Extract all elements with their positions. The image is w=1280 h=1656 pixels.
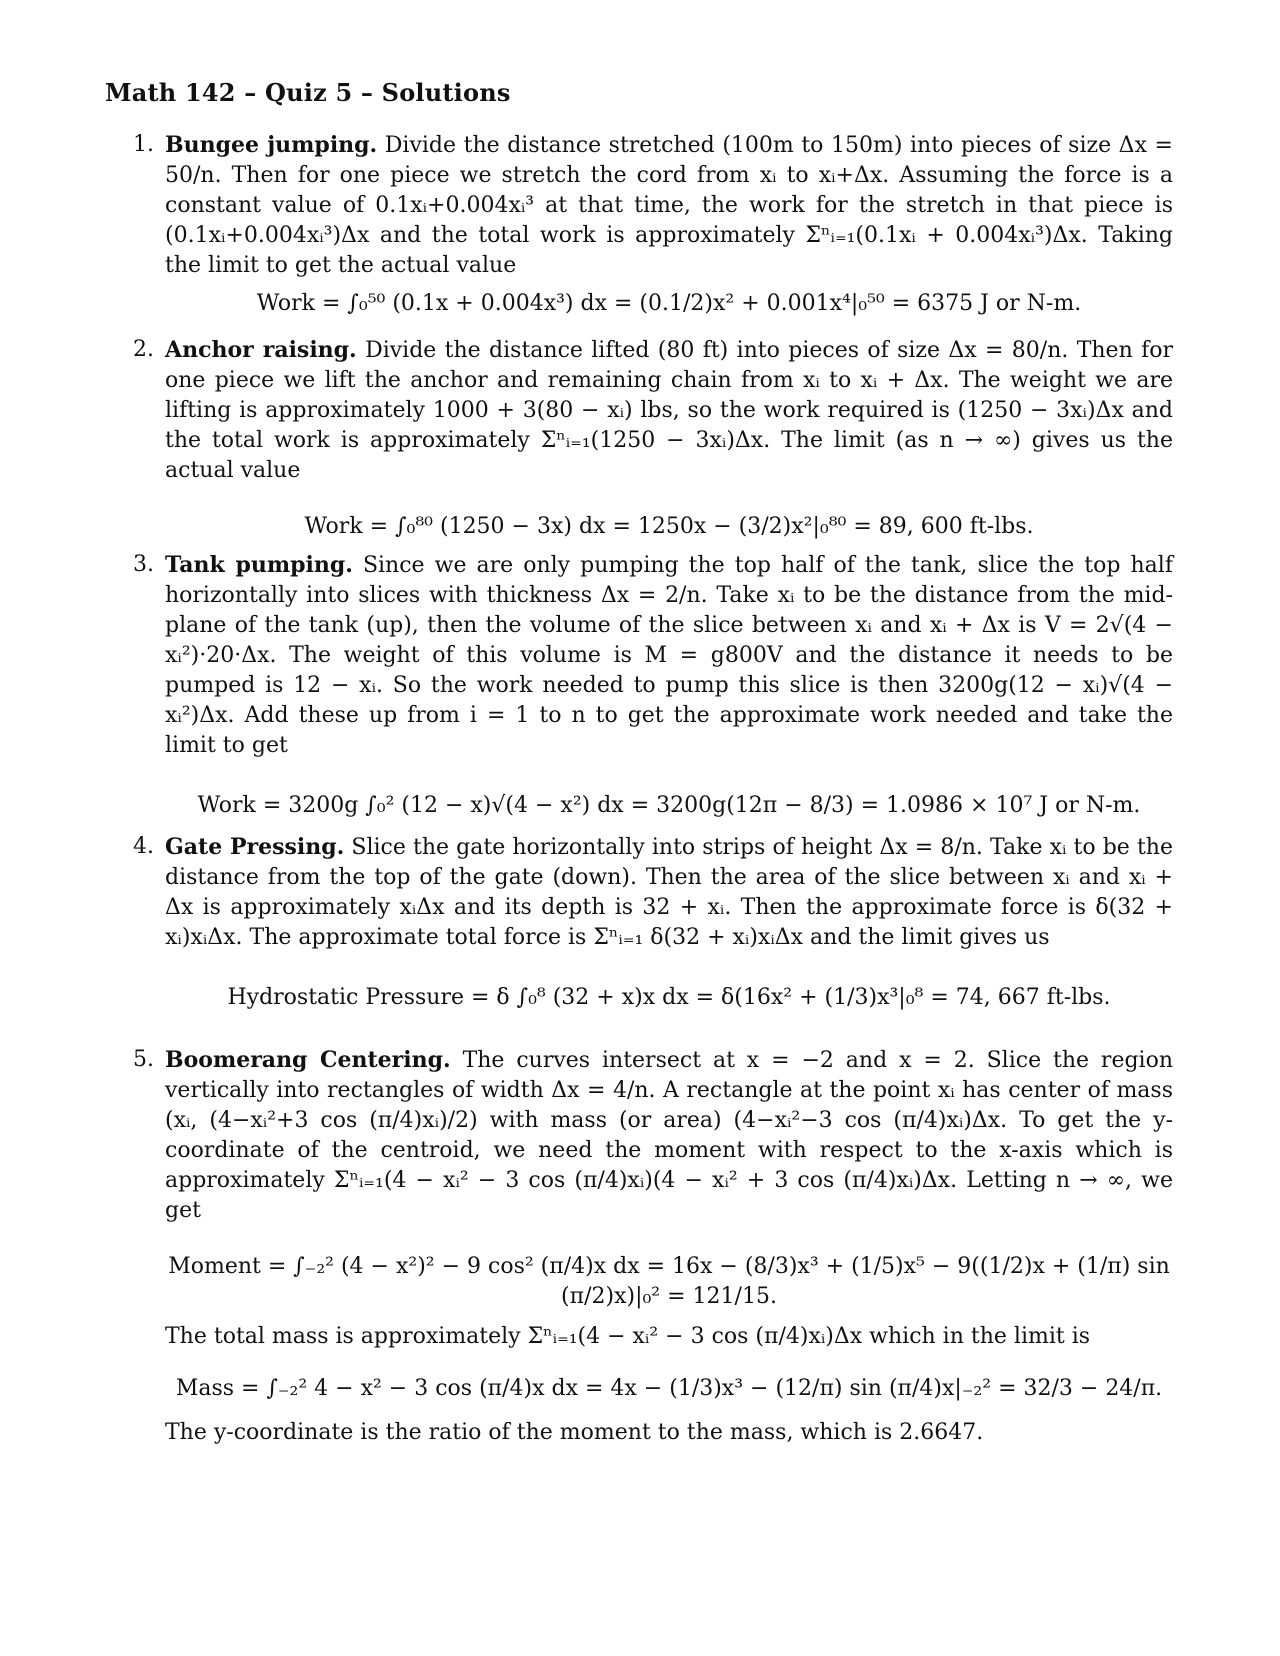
solution-item-5: [133, 1045, 1173, 1448]
page-title: Math 142 – Quiz 5 – Solutions: [105, 78, 511, 107]
item-equation: Work = 3200g ∫₀² (12 − x)√(4 − x²) dx = 3200g(12π − 8/3) = 1.0986 × 10⁷ J or N-m.: [197, 793, 1141, 818]
solution-item-1: [133, 130, 1173, 329]
item-equation: Work = ∫₀⁸⁰ (1250 − 3x) dx = 1250x − (3/2)x²|₀⁸⁰ = 89, 600 ft-lbs.: [304, 514, 1034, 539]
item-number: 5.: [133, 1047, 154, 1072]
item-number: 3.: [133, 552, 154, 577]
item-text-2: The total mass is approximately Σⁿᵢ₌₁(4 − xᵢ² − 3 cos (π/4)xᵢ)Δx which in the limit is: [165, 1324, 1091, 1349]
item-text-3: The y-coordinate is the ratio of the moment to the mass, which is 2.6647.: [165, 1420, 984, 1445]
item-lead: Anchor raising.: [165, 337, 357, 363]
item-number: 4.: [133, 834, 154, 859]
item-lead: Gate Pressing.: [165, 834, 345, 860]
item-text: Divide the distance stretched (100m to 150m) into pieces of size Δx = 50/n. Then for one piece we stretch the cord from xᵢ to xᵢ+Δx. Assuming the force is a constant value of 0.1xᵢ+0.004xᵢ³ at that time, the work for the stretch in that piece is (0.1xᵢ+0.004xᵢ³)Δx and the total work is approximately Σⁿᵢ₌₁(0.1xᵢ + 0.004xᵢ³)Δx. Taking the limit to get the actual value: [165, 133, 1173, 278]
item-number: 1.: [133, 132, 154, 157]
item-number: 2.: [133, 337, 154, 362]
item-text: Divide the distance lifted (80 ft) into pieces of size Δx = 80/n. Then for one piece we lift the anchor and remaining chain from xᵢ to xᵢ + Δx. The weight we are lifting is approximately 1000 + 3(80 − xᵢ) lbs, so the work required is (1250 − 3xᵢ)Δx and the total work is approximately Σⁿᵢ₌₁(1250 − 3xᵢ)Δx. The limit (as n → ∞) gives us the actual value: [165, 338, 1173, 483]
solution-item-2: [133, 335, 1173, 552]
solution-item-4: [133, 832, 1173, 1023]
item-equation: Hydrostatic Pressure = δ ∫₀⁸ (32 + x)x dx = δ(16x² + (1/3)x³|₀⁸ = 74, 667 ft-lbs.: [227, 985, 1111, 1010]
item-text: The curves intersect at x = −2 and x = 2. Slice the region vertically into rectangles of width Δx = 4/n. A rectangle at the point xᵢ has center of mass (xᵢ, (4−xᵢ²+3 cos (π/4)xᵢ)/2) with mass (or area) (4−xᵢ²−3 cos (π/4)xᵢ)Δx. To get the y-coordinate of the centroid, we need the moment with respect to the x-axis which is approximately Σⁿᵢ₌₁(4 − xᵢ² − 3 cos (π/4)xᵢ)(4 − xᵢ² + 3 cos (π/4)xᵢ)Δx. Letting n → ∞, we get: [165, 1048, 1173, 1223]
solution-item-3: [133, 550, 1173, 831]
item-equation: Work = ∫₀⁵⁰ (0.1x + 0.004x³) dx = (0.1/2)x² + 0.001x⁴|₀⁵⁰ = 6375 J or N-m.: [256, 291, 1082, 316]
item-equation-2: Mass = ∫₋₂² 4 − x² − 3 cos (π/4)x dx = 4x − (1/3)x³ − (12/π) sin (π/4)x|₋₂² = 32/3 − 24/π.: [175, 1376, 1163, 1401]
item-equation: Moment = ∫₋₂² (4 − x²)² − 9 cos² (π/4)x dx = 16x − (8/3)x³ + (1/5)x⁵ − 9((1/2)x + (1/π) sin (π/2)x)|₀² = 121/15.: [168, 1254, 1170, 1309]
item-lead: Tank pumping.: [165, 552, 353, 578]
item-text: Since we are only pumping the top half of the tank, slice the top half horizontally into slices with thickness Δx = 2/n. Take xᵢ to be the distance from the mid-plane of the tank (up), then the volume of the slice between xᵢ and xᵢ + Δx is V = 2√(4 − xᵢ²)·20·Δx. The weight of this volume is M = g800V and the distance it needs to be pumped is 12 − xᵢ. So the work needed to pump this slice is then 3200g(12 − xᵢ)√(4 − xᵢ²)Δx. Add these up from i = 1 to n to get the approximate work needed and take the limit to get: [165, 553, 1173, 758]
item-lead: Boomerang Centering.: [165, 1047, 451, 1073]
item-text: Slice the gate horizontally into strips of height Δx = 8/n. Take xᵢ to be the distance from the top of the gate (down). Then the area of the slice between xᵢ and xᵢ + Δx is approximately xᵢΔx and its depth is 32 + xᵢ. Then the approximate force is δ(32 + xᵢ)xᵢΔx. The approximate total force is Σⁿᵢ₌₁ δ(32 + xᵢ)xᵢΔx and the limit gives us: [165, 835, 1173, 950]
item-lead: Bungee jumping.: [165, 132, 378, 158]
